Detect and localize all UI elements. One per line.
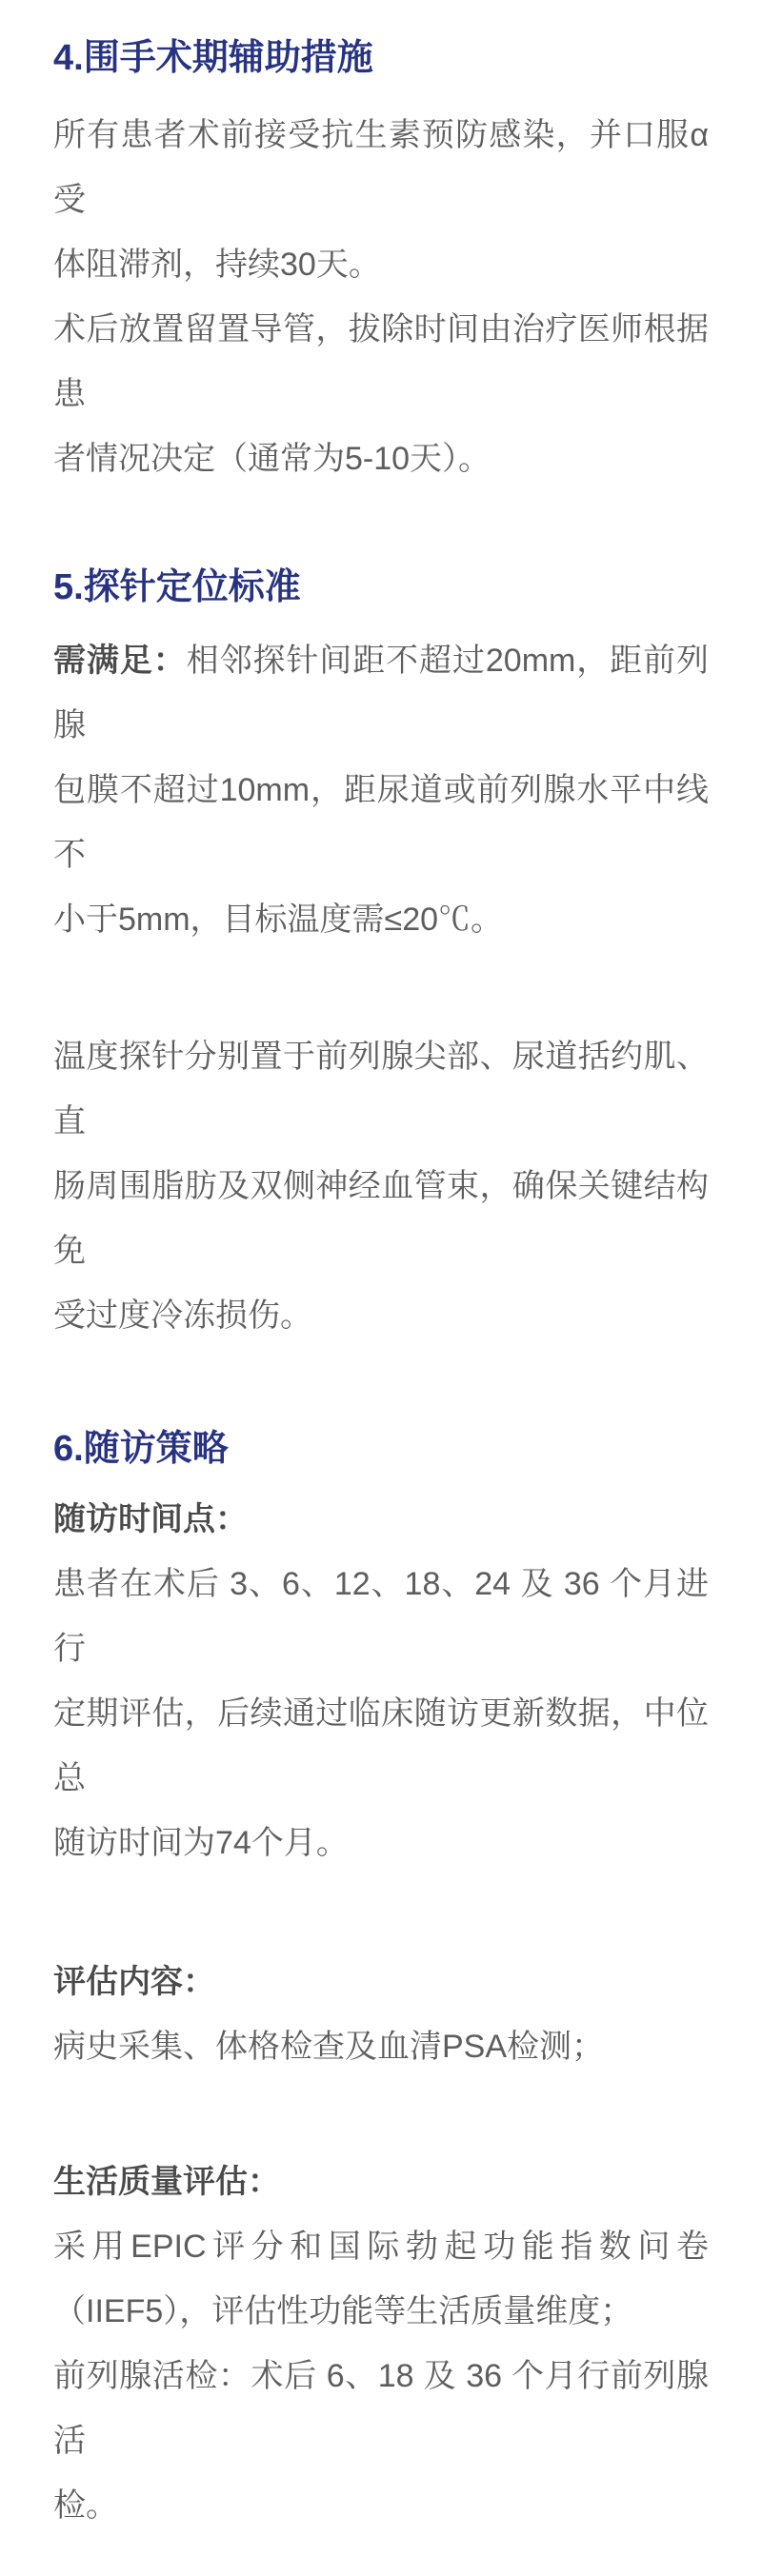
section-heading-6: 6.随访策略 (53, 1429, 229, 1469)
text-line: 前列腺活检：术后 6、18 及 36 个月行前列腺活 (53, 2358, 709, 2459)
paragraph (53, 297, 709, 491)
block-label: 生活质量评估： (53, 2164, 280, 2200)
text-line: 定期评估，后续通过临床随访更新数据，中位总 (53, 1695, 709, 1796)
section-heading-5: 5.探针定位标准 (53, 567, 301, 607)
text-run: 相邻探针间距不超过20mm，距前列腺 (53, 643, 709, 743)
text-line: 受过度冷冻损伤。 (53, 1298, 312, 1334)
paragraph (53, 103, 709, 297)
text-line (53, 628, 709, 758)
text-line: 随访时间为74个月。 (53, 1825, 349, 1861)
text-line: 患者在术后 3、6、12、18、24 及 36 个月进行 (53, 1566, 709, 1667)
text-line: 病史采集、体格检查及血清PSA检测； (53, 2029, 605, 2065)
assessment-content-block (53, 1950, 709, 2079)
text-line: 采用EPIC评分和国际勃起功能指数问卷 (53, 2229, 709, 2265)
section-heading-4: 4.围手术期辅助措施 (53, 38, 373, 78)
inline-bold-label: 需满足： (53, 643, 187, 679)
text-line: （IIEF5），评估性功能等生活质量维度； (53, 2293, 633, 2329)
follow-up-timepoints-block (53, 1487, 709, 1875)
text-line: 肠周围脂肪及双侧神经血管束，确保关键结构免 (53, 1168, 709, 1269)
paragraph (53, 1024, 709, 1348)
text-line: 体阻滞剂，持续30天。 (53, 247, 381, 283)
block-label: 评估内容： (53, 1964, 215, 2000)
text-line: 检。 (53, 2487, 118, 2524)
text-line: 包膜不超过10mm，距尿道或前列腺水平中线不 (53, 772, 709, 873)
quality-of-life-block (53, 2150, 709, 2538)
text-line: 术后放置留置导管，拔除时间由治疗医师根据患 (53, 311, 709, 412)
block-label: 随访时间点： (53, 1501, 248, 1537)
paragraph (53, 628, 709, 952)
text-line: 所有患者术前接受抗生素预防感染，并口服α受 (53, 117, 709, 218)
text-line: 小于5mm，目标温度需≤20℃。 (53, 902, 504, 938)
text-line: 温度探针分别置于前列腺尖部、尿道括约肌、直 (53, 1039, 709, 1139)
text-line: 者情况决定（通常为5-10天）。 (53, 441, 491, 477)
